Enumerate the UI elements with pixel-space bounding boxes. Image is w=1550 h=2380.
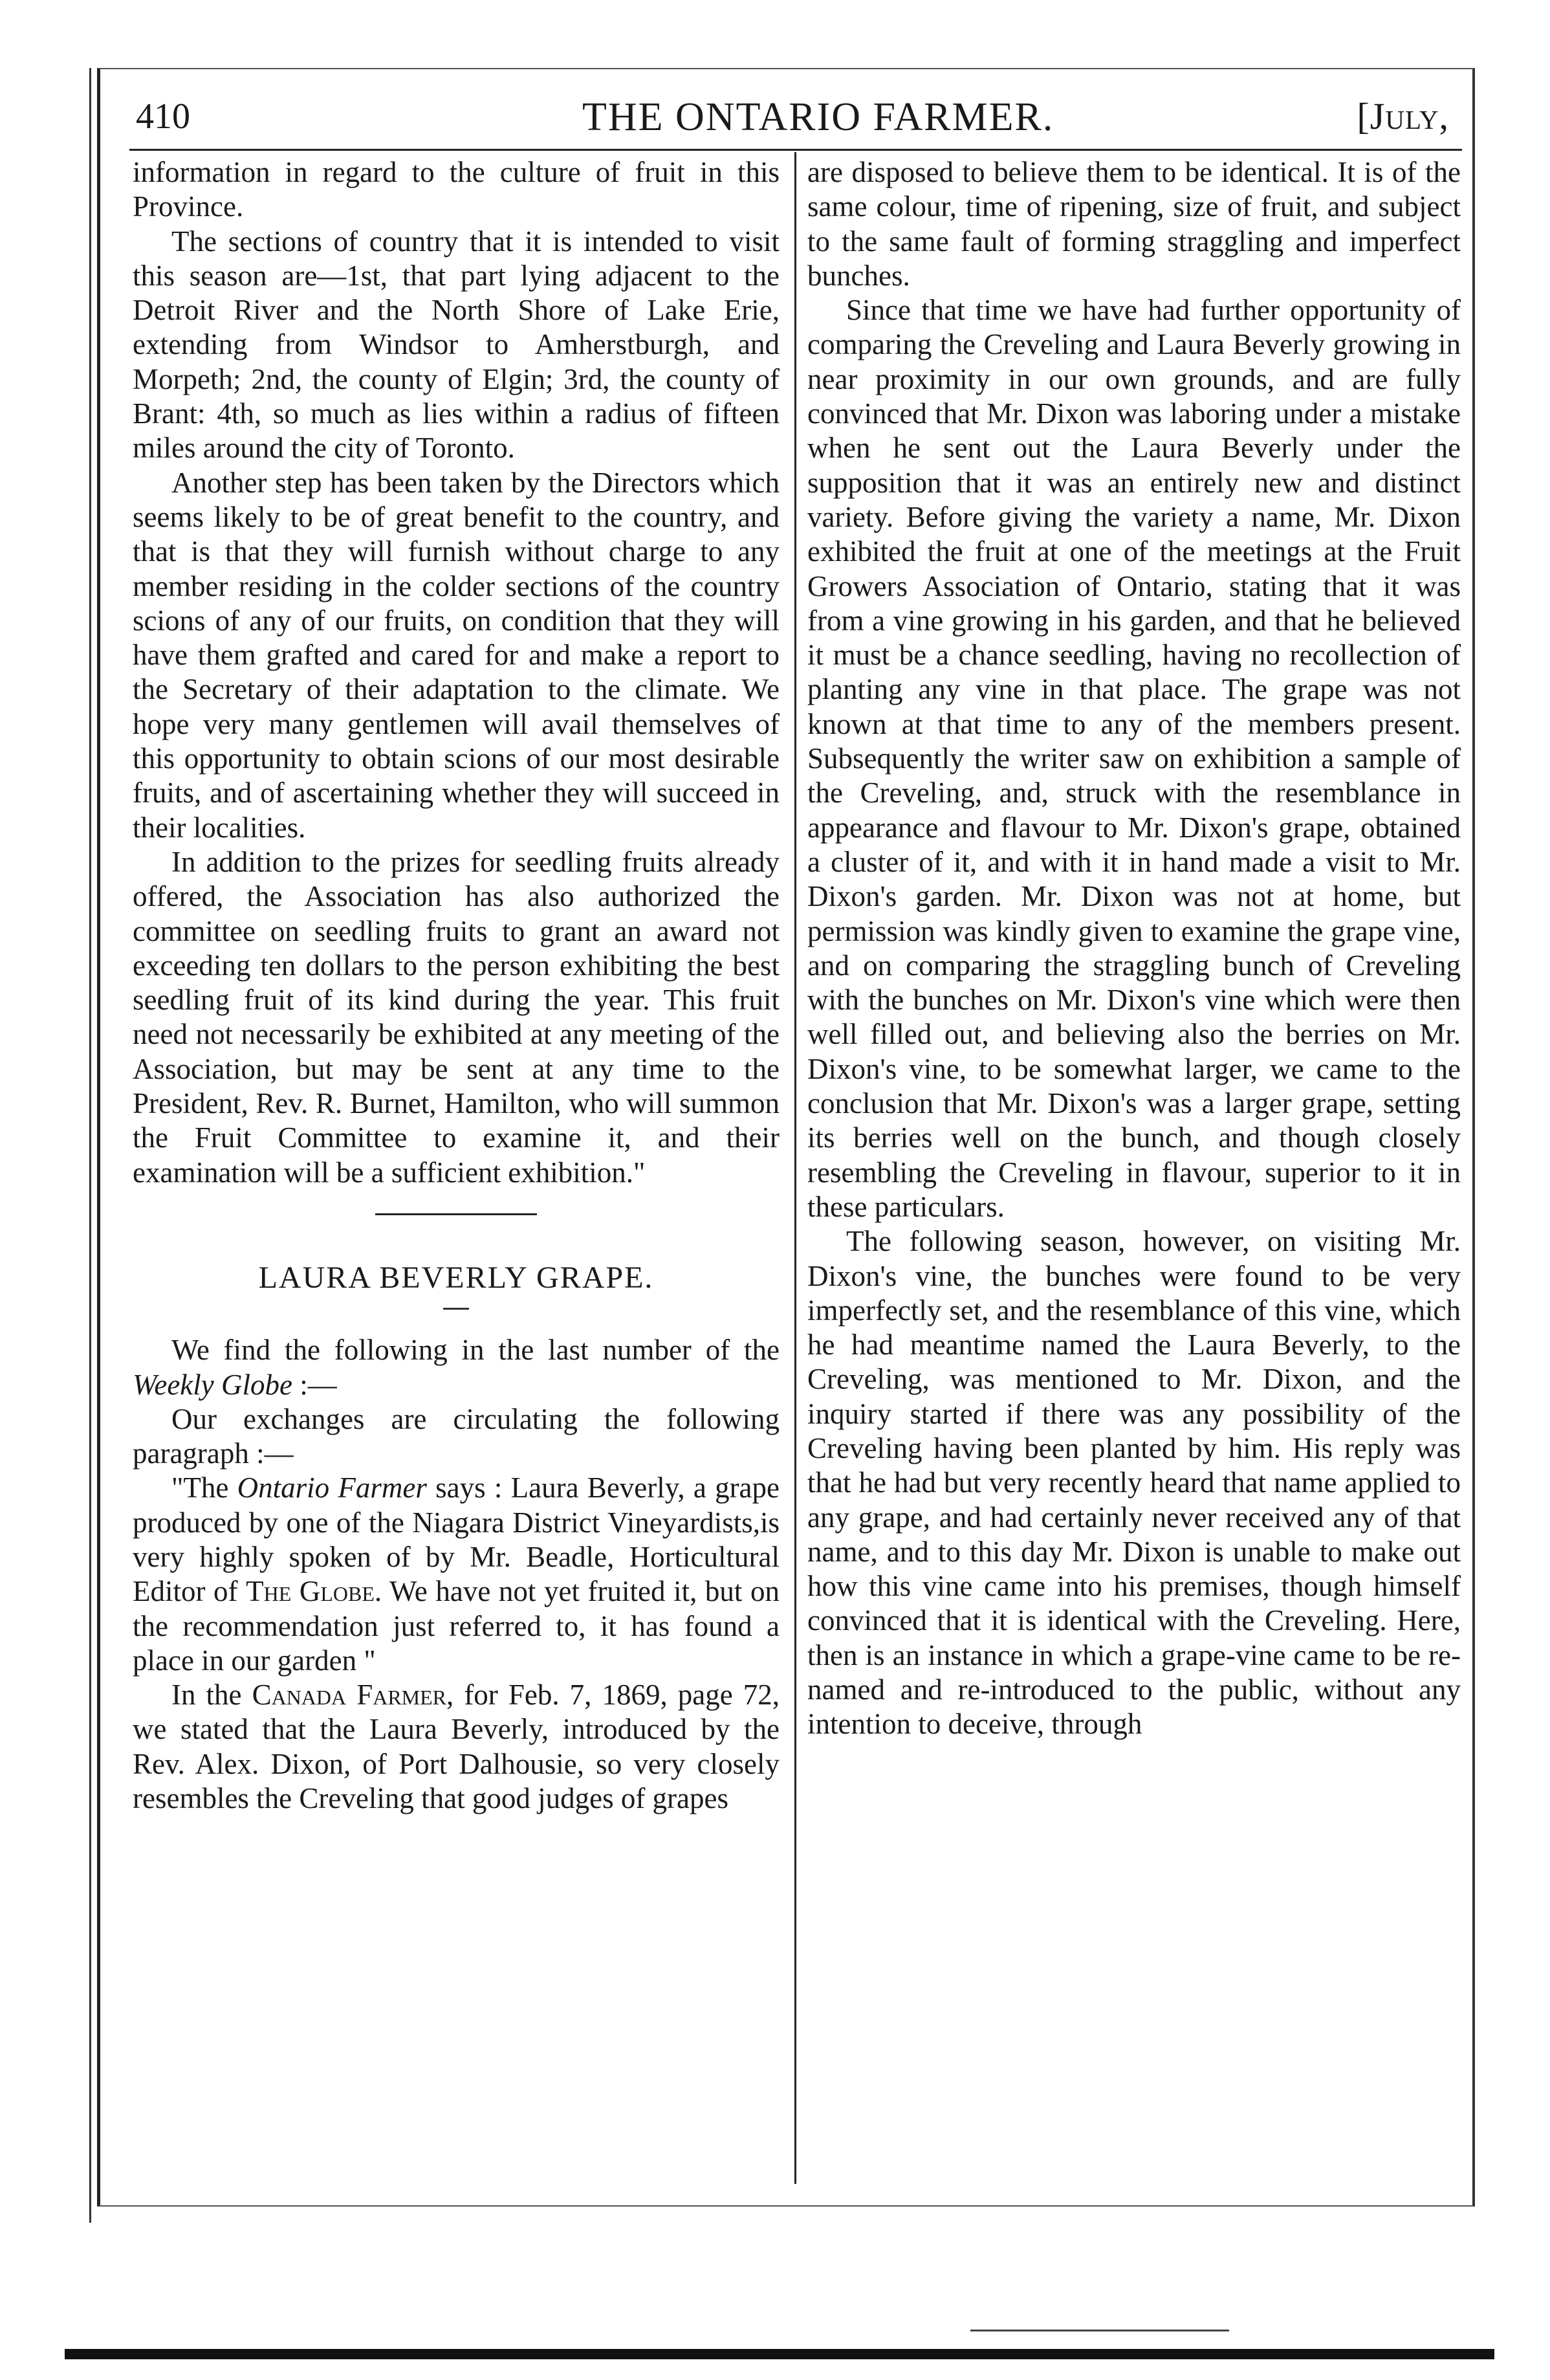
paragraph: Since that time we have had further opportunity of comparing the Creveling and Laura Beverly growing in near proximity in our own grounds, and are fully convinced that Mr. Dixon was laboring under a mistake when he sent out the Laura Beverly under the supposition that it was an entirely new and distinct variety. Before giving the variety a name, Mr. Dixon exhibited the fruit at one of the meetings at the Fruit Growers Association of Ontario, stating that it was from a vine growing in his garden, and that he believed it must be a chance seedling, having no recollection of planting any vine in that place. The grape was not known at that time to any of the members present. Subsequently the writer saw on exhibition a sample of the Creveling, and, struck with the resemblance in appearance and flavour to Mr. Dixon's grape, obtained a cluster of it, and with it in hand made a visit to Mr. Dixon's garden. Mr. Dixon was not at home, but permission was kindly given to examine the grape vine, and on comparing the straggling bunch of Creveling with the bunches on Mr. Dixon's vine which were then well filled out, and believing also the berries on Mr. Dixon's vine, to be somewhat larger, we came to the conclusion that Mr. Dixon's was a larger grape, setting its berries well on the bunch, and though closely resembling the Creveling in flavour, superior to it in these particulars. bbox=[807, 294, 1461, 1223]
section-heading: LAURA BEVERLY GRAPE. bbox=[258, 1260, 654, 1295]
periodical-title: The Globe bbox=[246, 1575, 375, 1608]
periodical-title: Canada Farmer bbox=[252, 1679, 447, 1712]
paragraph: are disposed to believe them to be identical. It is of the same colour, time of ripening, size of fruit, and subject to the same fault of forming straggling and imperfect bunches. bbox=[807, 156, 1461, 292]
outer-left-rule bbox=[89, 68, 91, 2223]
paragraph: information in regard to the culture of fruit in this Province. bbox=[133, 156, 780, 223]
paragraph: In the Canada Farmer, for Feb. 7, 1869, page 72, we stated that the Laura Beverly, introduced by the Rev. Alex. Dixon, of Port Dalhousie, so very closely resembles the Creveling that good judges of grapes bbox=[133, 1679, 780, 1815]
paragraph: The sections of country that it is intended to visit this season are—1st, that part lying adjacent to the Detroit River and the North Shore of Lake Erie, extending from Windsor to Amherstburgh, and Morpeth; 2nd, the county of Elgin; 3rd, the county of Brant: 4th, so much as lies within a radius of fifteen miles around the city of Toronto. bbox=[133, 225, 780, 465]
header-rule bbox=[129, 149, 1462, 151]
paragraph: We find the following in the last number of the Weekly Globe :— bbox=[133, 1334, 780, 1401]
running-header bbox=[129, 91, 1462, 149]
section-separator bbox=[375, 1213, 537, 1215]
issue-month: [July, bbox=[1357, 95, 1449, 137]
periodical-title: Ontario Farmer bbox=[237, 1471, 427, 1504]
heading-dash bbox=[443, 1308, 469, 1310]
page-number: 410 bbox=[136, 96, 190, 137]
left-column bbox=[133, 155, 780, 1816]
column-divider bbox=[794, 152, 796, 2184]
paragraph: Another step has been taken by the Directors which seems likely to be of great benefit to the country, and that is that they will furnish without charge to any member residing in the colder sections of the country scions of any of our fruits, on condition that they will have them grafted and cared for and make a report to the Secretary of their adaptation to the climate. We hope very many gentlemen will avail themselves of this opportunity to obtain scions of our most desirable fruits, and of ascertaining whether they will succeed in their localities. bbox=[133, 466, 780, 844]
periodical-title: Weekly Globe bbox=[133, 1368, 292, 1401]
paragraph: In addition to the prizes for seedling fruits already offered, the Association has also authorized the committee on seedling fruits to grant an award not exceeding ten dollars to the person exhibiting the best seedling fruit of its kind during the year. This fruit need not necessarily be exhibited at any meeting of the Association, but may be sent at any time to the President, Rev. R. Burnet, Hamilton, who will summon the Fruit Committee to examine it, and their examination will be a sufficient exhibition." bbox=[133, 845, 780, 1189]
footer-rule-thin bbox=[970, 2330, 1229, 2331]
paragraph: The following season, however, on visiting Mr. Dixon's vine, the bunches were found to be very imperfectly set, and the resemblance of this vine, which he had meantime named the Laura Beverly, to the Creveling, was mentioned to Mr. Dixon, and the inquiry started if there was any possibility of the Creveling having been planted by him. His reply was that he had but very recently heard that name applied to any grape, and had certainly never received any of that name, and to this day Mr. Dixon is unable to make out how this vine came into his premises, though himself convinced that it is identical with the Creveling. Here, then is an instance in which a grape-vine came to be re-named and re-introduced to the public, without any intention to deceive, through bbox=[807, 1225, 1461, 1741]
quoted-paragraph: "The Ontario Farmer says : Laura Beverly, a grape produced by one of the Niagara District Vineyardists,is very highly spoken of by Mr. Beadle, Horticultural Editor of The Globe. We have not yet fruited it, but on the recommendation just referred to, it has found a place in our garden " bbox=[133, 1471, 780, 1677]
journal-title: THE ONTARIO FARMER. bbox=[582, 95, 1054, 139]
paragraph: Our exchanges are circulating the following paragraph :— bbox=[133, 1402, 780, 1470]
right-column bbox=[807, 155, 1461, 1742]
footer-rule bbox=[65, 2349, 1494, 2359]
